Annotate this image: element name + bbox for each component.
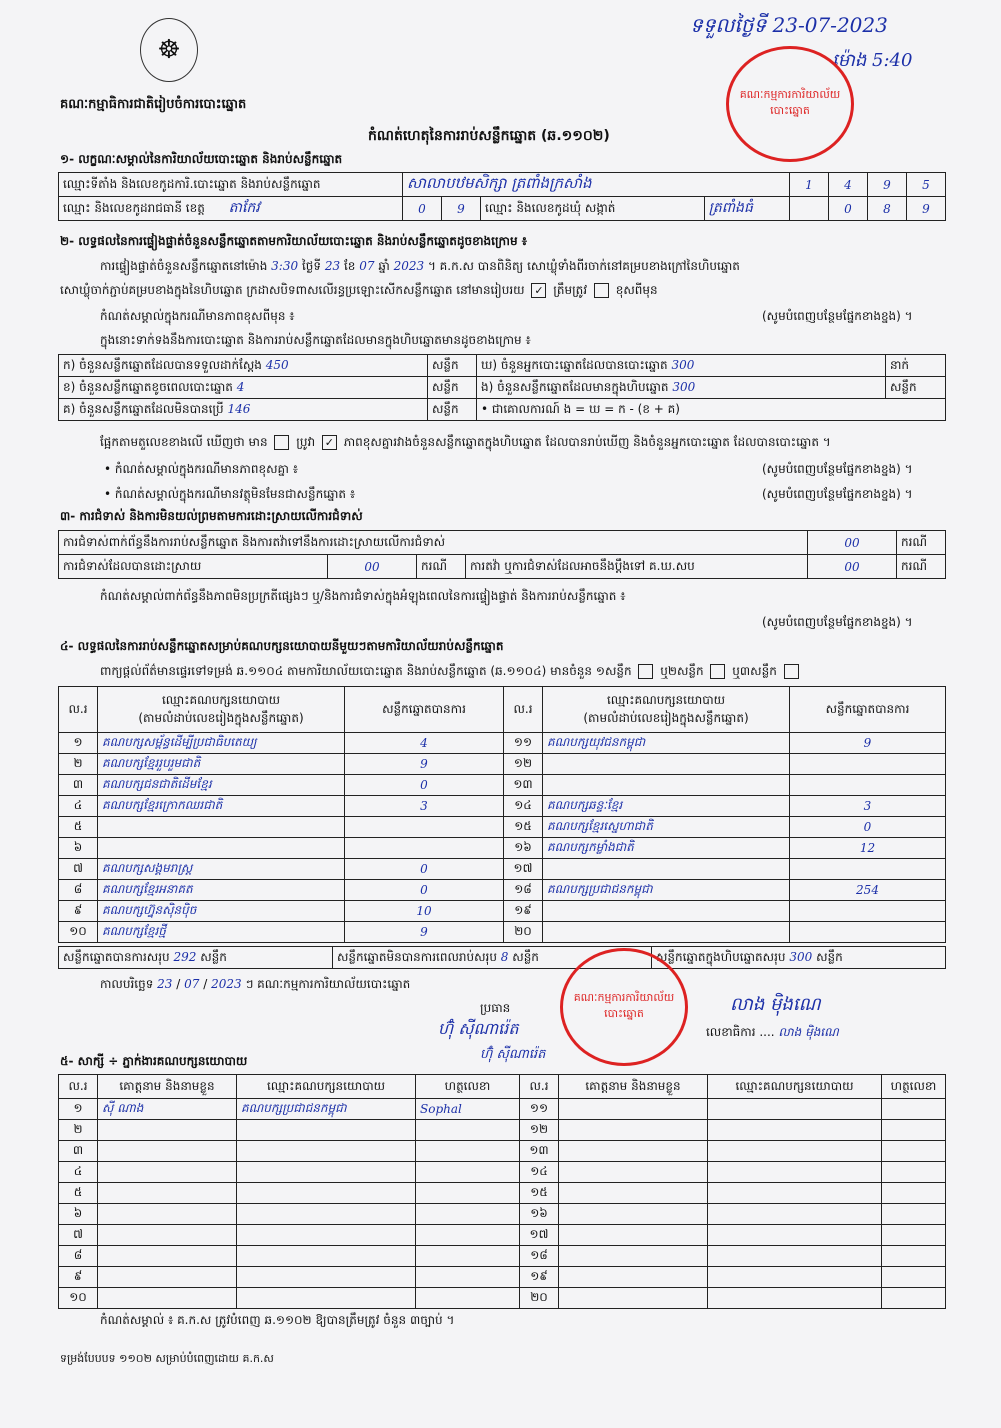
secretary-name: លាង ម៉ិងណេ — [778, 1025, 839, 1039]
witness-party — [708, 1225, 882, 1246]
committee-label: ៗ គណៈកម្មការការិយាល័យបោះឆ្នោត — [245, 977, 411, 991]
total-box-unit: សន្លឹក — [816, 949, 843, 964]
total-box-value: 300 — [789, 949, 813, 964]
office-value: សាលាបឋមសិក្សា ត្រពាំងក្រសាំង — [403, 173, 790, 197]
ballot-count-table — [58, 354, 946, 421]
witness-party — [237, 1225, 416, 1246]
section2-heading: ២- លទ្ធផលនៃការផ្ទៀងផ្ទាត់ចំនួនសន្លឹកឆ្នោតតាមការិយាល័យបោះឆ្នោត និងរាប់សន្លឹកឆ្នោតដូចខាងក្រោម ៖ — [60, 234, 528, 248]
committee-stamp-text: គណៈកម្មការការិយាល័យបោះឆ្នោត — [573, 991, 675, 1020]
witness-name — [98, 1183, 237, 1204]
official-stamp — [726, 46, 854, 162]
party-row-name: គណបក្សប្រជាជនកម្ពុជា — [543, 880, 790, 901]
voters-unit: នាក់ — [886, 355, 946, 377]
witness-signature — [882, 1288, 946, 1309]
bullet-difference: • កំណត់សម្គាល់ក្នុងករណីមានភាពខុសគ្នា ៖ — [104, 462, 299, 476]
witness-party — [708, 1099, 882, 1120]
witness-name — [559, 1120, 708, 1141]
party-row-name — [98, 817, 345, 838]
party-row-name: គណបក្សខ្មែររួបរួមជាតិ — [98, 754, 345, 775]
witness-signature — [882, 1120, 946, 1141]
witness-name — [559, 1267, 708, 1288]
three-sheet-label: ឬ៣សន្លឹក — [732, 664, 777, 678]
received-date: ទទួលថ្ងៃទី 23-07-2023 — [690, 13, 888, 37]
witness-row — [59, 1120, 946, 1141]
secretary-signature: លាង ម៉ិងណេ — [730, 994, 821, 1015]
bullet-nonballot-fill: (សូមបំពេញបន្ថែមផ្នែកខាងខ្នង) ។ — [762, 487, 913, 501]
witness-col-name-right: គោត្តនាម និងនាមខ្លួន — [559, 1075, 708, 1099]
witness-footnote: កំណត់សម្គាល់ ៖ គ.ក.ស ត្រូវបំពេញ ឆ.១១០២ ឱ្យបានត្រឹមត្រូវ ចំនួន ៣ច្បាប់ ។ — [100, 1313, 455, 1327]
witness-name — [98, 1267, 237, 1288]
witness-party — [708, 1120, 882, 1141]
witness-name — [559, 1225, 708, 1246]
party-row — [59, 796, 946, 817]
witness-col-party-left: ឈ្មោះគណបក្សនយោបាយ — [237, 1075, 416, 1099]
one-sheet-checkbox[interactable] — [638, 664, 653, 679]
chair-signature: ហ៊ុំ ស៊ីណារ៉េត — [438, 1019, 519, 1038]
verif-year: 2023 — [393, 259, 425, 273]
ballot-formula: • ជាគោលការណ៍ ង = ឃ = ក - (ខ + គ) — [477, 399, 946, 421]
date-line: កាលបរិច្ឆេទ 23 / 07 / 2023 ៗ គណៈកម្មការការិយាល័យបោះឆ្នោត — [100, 977, 411, 991]
received-time: ម៉ោង 5:40 — [832, 50, 913, 71]
witness-row-no: ៤ — [59, 1162, 98, 1183]
party-row-no: ១៧ — [504, 859, 543, 880]
witness-signature — [416, 1267, 520, 1288]
party-row-no: ១៨ — [504, 880, 543, 901]
witness-row-no: ១ — [59, 1099, 98, 1120]
diff-note-fill: (សូមបំពេញបន្ថែមផ្នែកខាងខ្នង) ។ — [762, 309, 913, 323]
objection-note: កំណត់សម្គាល់ពាក់ព័ន្ធនឹងភាពមិនប្រក្រតីផ្សេងៗ ឬ/និងការជំទាស់ក្នុងអំឡុងពេលនៃការផ្ទៀងផ្ទាត់ និងការរាប់សន្លឹកឆ្នោត ៖ — [100, 589, 626, 603]
party-row-name — [543, 859, 790, 880]
party-row-votes: 3 — [345, 796, 504, 817]
party-row-votes — [790, 754, 946, 775]
party-row-name: គណបក្សសង្គមរាស្ត្រ — [98, 859, 345, 880]
party-row-votes: 3 — [790, 796, 946, 817]
witness-name — [559, 1141, 708, 1162]
party-row-name: គណបក្សជនជាតិដើមខ្មែរ — [98, 775, 345, 796]
bullet-difference-fill: (សូមបំពេញបន្ថែមផ្នែកខាងខ្នង) ។ — [762, 462, 913, 476]
party-row-votes: 9 — [345, 922, 504, 943]
witness-signature — [882, 1267, 946, 1288]
office-code-4: 5 — [907, 173, 946, 197]
party-row-votes — [790, 859, 946, 880]
witness-party — [708, 1246, 882, 1267]
witness-name — [98, 1162, 237, 1183]
party-results-table — [58, 686, 946, 943]
stamp-text: គណៈកម្មការការិយាល័យបោះឆ្នោត — [739, 88, 841, 117]
party-row-votes — [790, 901, 946, 922]
party-row — [59, 733, 946, 754]
objection-appeal-value: 00 — [808, 555, 897, 579]
verif-text-c: ខែ — [343, 259, 356, 273]
objection-total-value: 00 — [808, 531, 897, 555]
witness-row — [59, 1183, 946, 1204]
witness-name: ស៊ី ណាង — [98, 1099, 237, 1120]
party-row-votes: 10 — [345, 901, 504, 922]
party-row-no: ១៩ — [504, 901, 543, 922]
voters-value: 300 — [671, 357, 695, 372]
party-row — [59, 838, 946, 859]
witness-row — [59, 1141, 946, 1162]
total-invalid-unit: សន្លឹក — [512, 949, 539, 964]
totals-table — [58, 946, 946, 969]
secretary-label: លេខាធិការ — [706, 1025, 756, 1039]
total-invalid-value: 8 — [500, 949, 509, 964]
witness-col-no-right: ល.រ — [520, 1075, 559, 1099]
verification-line — [100, 258, 740, 276]
witness-col-sign-right: ហត្ថលេខា — [882, 1075, 946, 1099]
verif-time: 3:30 — [271, 259, 299, 273]
results-sheet-text: ពាក្យផ្តល់ព័ត៌មានផ្ទេរទៅទម្រង់ ឆ.១១០៤ តាមការិយាល័យបោះឆ្នោត និងរាប់សន្លឹកឆ្នោត (ឆ.១១០៤) មានចំនួន ១សន្លឹក — [100, 664, 632, 678]
objection-resolved-unit: ករណី — [417, 555, 466, 579]
col-no-right: ល.រ — [504, 687, 543, 733]
witness-signature — [882, 1162, 946, 1183]
party-row-no: ១៣ — [504, 775, 543, 796]
witness-row-no: ១២ — [520, 1120, 559, 1141]
compare-text-a: ផ្អែកតាមតួលេខខាងលើ ឃើញថា មាន — [100, 435, 268, 449]
province-code-1: 0 — [403, 197, 442, 221]
objection-total-label: ការជំទាស់ពាក់ព័ន្ធនឹងការរាប់សន្លឹកឆ្នោត និងការតវ៉ាទៅនឹងការដោះស្រាយលើការជំទាស់ — [59, 531, 808, 555]
witness-name — [559, 1099, 708, 1120]
verif-text-d: ឆ្នាំ — [378, 259, 390, 273]
committee-stamp — [560, 948, 688, 1066]
col-votes-right: សន្លឹកឆ្នោតបានការ — [790, 687, 946, 733]
chair-name: ហ៊ុំ ស៊ីណារ៉េត — [480, 1047, 546, 1062]
party-row-votes — [345, 817, 504, 838]
witness-party — [708, 1162, 882, 1183]
witness-party — [708, 1267, 882, 1288]
witness-col-party-right: ឈ្មោះគណបក្សនយោបាយ — [708, 1075, 882, 1099]
ballots-unused-unit: សន្លឹក — [428, 399, 477, 421]
party-row-no: ៣ — [59, 775, 98, 796]
witness-row-no: ៩ — [59, 1267, 98, 1288]
party-row-name — [543, 754, 790, 775]
compare-text-b: ប្រូវា — [296, 435, 316, 449]
witness-signature — [882, 1225, 946, 1246]
col-no-left: ល.រ — [59, 687, 98, 733]
form-footer: ទម្រង់បែបបទ ១១០២ សម្រាប់បំពេញដោយ គ.ក.ស — [60, 1352, 274, 1365]
verif-month: 07 — [359, 259, 375, 273]
party-row-name: គណបក្សហ្វ៊ុនស៊ិនប៉ិច — [98, 901, 345, 922]
witness-name — [559, 1204, 708, 1225]
objection-table — [58, 530, 946, 579]
ballots-unused-value: 146 — [227, 401, 251, 416]
witness-party — [237, 1183, 416, 1204]
polling-station-table — [58, 172, 946, 221]
two-sheet-label: ឬ២សន្លឹក — [660, 664, 704, 678]
witness-row-no: ២ — [59, 1120, 98, 1141]
party-row-no: ១៥ — [504, 817, 543, 838]
witness-signature — [416, 1120, 520, 1141]
witness-party — [708, 1141, 882, 1162]
secretary-line: លេខាធិការ .... លាង ម៉ិងណេ — [706, 1025, 839, 1039]
col-party-sub-right: (តាមលំដាប់លេខរៀងក្នុងសន្លឹកឆ្នោត) — [583, 710, 749, 725]
witness-party — [237, 1141, 416, 1162]
verif-text-a: ការផ្ទៀងផ្ទាត់ចំនួនសន្លឹកឆ្នោតនៅម៉ោង — [100, 259, 268, 273]
party-row-no: ២០ — [504, 922, 543, 943]
party-row-votes — [345, 838, 504, 859]
witness-table — [58, 1074, 946, 1309]
province-value: តាកែវ — [228, 200, 260, 216]
witness-row-no: ១១ — [520, 1099, 559, 1120]
objection-appeal-unit: ករណី — [897, 555, 946, 579]
commune-label: ឈ្មោះ និងលេខកូដឃុំ សង្កាត់ — [481, 197, 705, 221]
party-row-name: គណបក្សសម្ព័ន្ធដើម្បីប្រជាធិបតេយ្យ — [98, 733, 345, 754]
compare-no-checkbox[interactable]: ✓ — [322, 435, 337, 450]
party-row-votes: 4 — [345, 733, 504, 754]
party-row-name: គណបក្សខ្មែរក្រោកឈរជាតិ — [98, 796, 345, 817]
party-row-votes: 12 — [790, 838, 946, 859]
witness-row-no: ២០ — [520, 1288, 559, 1309]
witness-signature — [416, 1183, 520, 1204]
witness-signature — [416, 1162, 520, 1183]
party-row-votes: 0 — [790, 817, 946, 838]
ballots-received-unit: សន្លឹក — [428, 355, 477, 377]
date-month: 07 — [184, 977, 200, 991]
witness-party — [237, 1162, 416, 1183]
party-row — [59, 817, 946, 838]
witness-name — [559, 1246, 708, 1267]
party-row — [59, 775, 946, 796]
witness-signature — [416, 1141, 520, 1162]
witness-row — [59, 1246, 946, 1267]
office-code-2: 4 — [829, 173, 868, 197]
witness-name — [98, 1288, 237, 1309]
party-row-name — [98, 838, 345, 859]
witness-row-no: ១៣ — [520, 1141, 559, 1162]
witness-name — [98, 1225, 237, 1246]
party-row-name: គណបក្សខ្មែរស្នេហាជាតិ — [543, 817, 790, 838]
compare-text-c: ភាពខុសគ្នារវាងចំនួនសន្លឹកឆ្នោតក្នុងហិបឆ្នោត ដែលបានរាប់ឃើញ និងចំនួនអ្នកបោះឆ្នោត ដែលបានបោះឆ្នោត ។ — [343, 435, 831, 449]
commune-code-3: 9 — [907, 197, 946, 221]
witness-row — [59, 1267, 946, 1288]
witness-row-no: ១៩ — [520, 1267, 559, 1288]
party-row-no: ១២ — [504, 754, 543, 775]
party-row — [59, 901, 946, 922]
witness-party — [708, 1204, 882, 1225]
section3-heading: ៣- ការជំទាស់ និងការមិនយល់ព្រមតាមការដោះស្រាយលើការជំទាស់ — [60, 509, 363, 523]
results-sheet-line — [100, 663, 802, 681]
national-emblem-icon: ☸ — [140, 18, 198, 82]
objection-resolved-value: 00 — [328, 555, 417, 579]
witness-signature — [882, 1183, 946, 1204]
witness-signature — [416, 1246, 520, 1267]
commune-code-2: 8 — [868, 197, 907, 221]
party-row-no: ៦ — [59, 838, 98, 859]
office-code-3: 9 — [868, 173, 907, 197]
party-row-name — [543, 922, 790, 943]
witness-row-no: ៧ — [59, 1225, 98, 1246]
party-row — [59, 922, 946, 943]
witness-party — [237, 1204, 416, 1225]
ballots-spoiled-unit: សន្លឹក — [428, 377, 477, 399]
witness-row-no: ១៧ — [520, 1225, 559, 1246]
witness-row-no: ១៨ — [520, 1246, 559, 1267]
commune-code-1: 0 — [829, 197, 868, 221]
party-row-votes — [790, 922, 946, 943]
party-row-name: គណបក្សកម្លាំងជាតិ — [543, 838, 790, 859]
party-row-no: ១១ — [504, 733, 543, 754]
witness-row-no: ៦ — [59, 1204, 98, 1225]
witness-row-no: ១៤ — [520, 1162, 559, 1183]
objection-resolved-label: ការជំទាស់ដែលបានដោះស្រាយ — [59, 555, 328, 579]
witness-col-name-left: គោត្តនាម និងនាមខ្លួន — [98, 1075, 237, 1099]
total-valid-value: 292 — [173, 949, 197, 964]
witness-row — [59, 1225, 946, 1246]
total-valid-label: សន្លឹកឆ្នោតបានការសរុប — [63, 949, 170, 964]
org-name: គណៈកម្មាធិការជាតិរៀបចំការបោះឆ្នោត — [60, 97, 247, 112]
witness-signature — [416, 1225, 520, 1246]
party-row-votes: 0 — [345, 775, 504, 796]
witness-party — [708, 1183, 882, 1204]
party-row-no: ១ — [59, 733, 98, 754]
seal-changed-checkbox[interactable] — [594, 283, 609, 298]
two-sheet-checkbox[interactable] — [710, 664, 725, 679]
ballots-spoiled-label: ខ) ចំនួនសន្លឹកឆ្នោតខូចពេលបោះឆ្នោត — [63, 379, 233, 394]
witness-row-no: ១០ — [59, 1288, 98, 1309]
witness-row — [59, 1162, 946, 1183]
ballots-spoiled-value: 4 — [236, 379, 245, 394]
objection-total-unit: ករណី — [897, 531, 946, 555]
date-label: កាលបរិច្ឆេទ — [100, 977, 154, 991]
party-row-no: ៨ — [59, 880, 98, 901]
party-row-name: គណបក្សខ្មែរថ្មី — [98, 922, 345, 943]
verif-text-e: ។ គ.ក.ស បានពិនិត្យ សោឃ្លុំទាំងពីរចាក់នៅគម្របខាងក្រៅនៃហិបឆ្នោត — [427, 259, 740, 273]
party-row-votes: 9 — [345, 754, 504, 775]
witness-row-no: ១៥ — [520, 1183, 559, 1204]
ballots-received-label: ក) ចំនួនសន្លឹកឆ្នោតដែលបានទទួលដាក់ស្តែង — [63, 357, 262, 372]
party-row-no: ៩ — [59, 901, 98, 922]
date-day: 23 — [157, 977, 173, 991]
party-row-no: ៧ — [59, 859, 98, 880]
witness-row-no: ៨ — [59, 1246, 98, 1267]
seal-changed-label: ខុសពីមុន — [615, 283, 658, 297]
total-box-label: សន្លឹកឆ្នោតក្នុងហិបឆ្នោតសរុប — [656, 949, 786, 964]
section4-heading: ៤- លទ្ធផលនៃការរាប់សន្លឹកឆ្នោតសម្រាប់គណបក្សនយោបាយនីមួយៗតាមការិយាល័យរាប់សន្លឹកឆ្នោត — [60, 639, 504, 653]
col-party-sub-left: (តាមលំដាប់លេខរៀងក្នុងសន្លឹកឆ្នោត) — [138, 710, 304, 725]
ballots-received-value: 450 — [265, 357, 289, 372]
col-party-left: ឈ្មោះគណបក្សនយោបាយ — [161, 692, 281, 707]
witness-party — [708, 1288, 882, 1309]
witness-name — [98, 1120, 237, 1141]
witness-col-sign-left: ហត្ថលេខា — [416, 1075, 520, 1099]
witness-row — [59, 1204, 946, 1225]
party-row-no: ១០ — [59, 922, 98, 943]
party-row-no: ៤ — [59, 796, 98, 817]
witness-signature — [882, 1204, 946, 1225]
col-votes-left: សន្លឹកឆ្នោតបានការ — [345, 687, 504, 733]
seal-ok-label: ត្រឹមត្រូវ — [553, 283, 588, 297]
witness-signature — [416, 1204, 520, 1225]
witness-name — [98, 1246, 237, 1267]
party-row-no: ១៤ — [504, 796, 543, 817]
witness-party — [237, 1120, 416, 1141]
party-row — [59, 880, 946, 901]
witness-signature — [882, 1141, 946, 1162]
ballots-in-box-value: 300 — [672, 379, 696, 394]
party-row-no: ១៦ — [504, 838, 543, 859]
witness-name — [559, 1162, 708, 1183]
section5-heading: ៥- សាក្សី ÷ ភ្នាក់ងារគណបក្សនយោបាយ — [60, 1054, 248, 1068]
chair-title: ប្រធាន — [480, 1001, 511, 1015]
witness-name — [98, 1204, 237, 1225]
col-party-right: ឈ្មោះគណបក្សនយោបាយ — [606, 692, 726, 707]
date-year: 2023 — [211, 977, 242, 991]
compare-yes-checkbox[interactable] — [274, 435, 289, 450]
party-row-votes: 0 — [345, 880, 504, 901]
bullet-nonballot: • កំណត់សម្គាល់ក្នុងករណីមានវត្ថុមិនមែនជាសន្លឹកឆ្នោត ៖ — [104, 487, 356, 501]
form-title: កំណត់ហេតុនៃការរាប់សន្លឹកឆ្នោត (ឆ.១១០២) — [368, 128, 610, 144]
witness-party — [237, 1288, 416, 1309]
party-row-votes — [790, 775, 946, 796]
witness-row — [59, 1288, 946, 1309]
diff-note-label: កំណត់សម្គាល់ក្នុងករណីមានភាពខុសពីមុន ៖ — [100, 309, 295, 323]
witness-party — [237, 1246, 416, 1267]
ballots-in-box-unit: សន្លឹក — [886, 377, 946, 399]
party-row-name: គណបក្សយុវជនកម្ពុជា — [543, 733, 790, 754]
seal-text: សោឃ្លុំចាក់ភ្ជាប់គម្របខាងក្នុងនៃហិបឆ្នោត ក្រដាសបិទពាសលើរន្ធប្រឡោះសើកសន្លឹកឆ្នោត នៅមានរៀបរយ — [60, 283, 525, 297]
objection-appeal-label: ការតវ៉ា ឬការជំទាស់ដែលអាចនឹងប្តឹងទៅ គ.ឃ.សប — [466, 555, 808, 579]
compare-line — [100, 434, 831, 452]
witness-signature — [416, 1288, 520, 1309]
witness-row-no: ៣ — [59, 1141, 98, 1162]
party-row-no: ៥ — [59, 817, 98, 838]
section1-heading: ១- លក្ខណៈសម្គាល់នៃការិយាល័យបោះឆ្នោត និងរាប់សន្លឹកឆ្នោត — [60, 152, 343, 166]
witness-party — [237, 1267, 416, 1288]
voters-label: ឃ) ចំនួនអ្នកបោះឆ្នោតដែលបានបោះឆ្នោត — [481, 357, 668, 372]
party-row-votes: 0 — [345, 859, 504, 880]
party-row-votes: 9 — [790, 733, 946, 754]
three-sheet-checkbox[interactable] — [784, 664, 799, 679]
party-row — [59, 754, 946, 775]
party-row-no: ២ — [59, 754, 98, 775]
witness-row-no: ១៦ — [520, 1204, 559, 1225]
party-row-votes: 254 — [790, 880, 946, 901]
seal-ok-checkbox[interactable]: ✓ — [531, 283, 546, 298]
witness-signature: Sophal — [416, 1099, 520, 1120]
party-row-name — [543, 901, 790, 922]
office-label: ឈ្មោះទីតាំង និងលេខកូដការិ.បោះឆ្នោត និងរាប់សន្លឹកឆ្នោត — [59, 173, 403, 197]
province-label: ឈ្មោះ និងលេខកូដរាជធានី ខេត្ត — [63, 201, 205, 215]
total-invalid-label: សន្លឹកឆ្នោតមិនបានការពេលរាប់សរុប — [337, 949, 497, 964]
ballot-intro: ក្នុងនោះទាក់ទងនឹងការបោះឆ្នោត និងការរាប់សន្លឹកឆ្នោតដែលមានក្នុងហិបឆ្នោតមានដូចខាងក្រោម ៖ — [100, 333, 531, 347]
objection-note-fill: (សូមបំពេញបន្ថែមផ្នែកខាងខ្នង) ។ — [762, 615, 913, 629]
party-row-name — [543, 775, 790, 796]
witness-name — [559, 1288, 708, 1309]
ballots-unused-label: គ) ចំនួនសន្លឹកឆ្នោតដែលមិនបានប្រើ — [63, 401, 224, 416]
witness-row-no: ៥ — [59, 1183, 98, 1204]
verif-text-b: ថ្ងៃទី — [301, 259, 321, 273]
province-code-2: 9 — [442, 197, 481, 221]
commune-value: ត្រពាំងធំ — [704, 197, 789, 221]
witness-row — [59, 1099, 946, 1120]
witness-party: គណបក្សប្រជាជនកម្ពុជា — [237, 1099, 416, 1120]
party-row — [59, 859, 946, 880]
party-row-name: គណបក្សឆន្ទៈខ្មែរ — [543, 796, 790, 817]
witness-name — [559, 1183, 708, 1204]
party-row-name: គណបក្សខ្មែរអនាគត — [98, 880, 345, 901]
ballots-in-box-label: ង) ចំនួនសន្លឹកឆ្នោតដែលមានក្នុងហិបឆ្នោត — [481, 379, 669, 394]
witness-name — [98, 1141, 237, 1162]
total-valid-unit: សន្លឹក — [200, 949, 227, 964]
verif-day: 23 — [324, 259, 341, 273]
office-code-1: 1 — [790, 173, 829, 197]
witness-col-no-left: ល.រ — [59, 1075, 98, 1099]
seal-check-line — [60, 282, 658, 300]
witness-signature — [882, 1246, 946, 1267]
witness-signature — [882, 1099, 946, 1120]
